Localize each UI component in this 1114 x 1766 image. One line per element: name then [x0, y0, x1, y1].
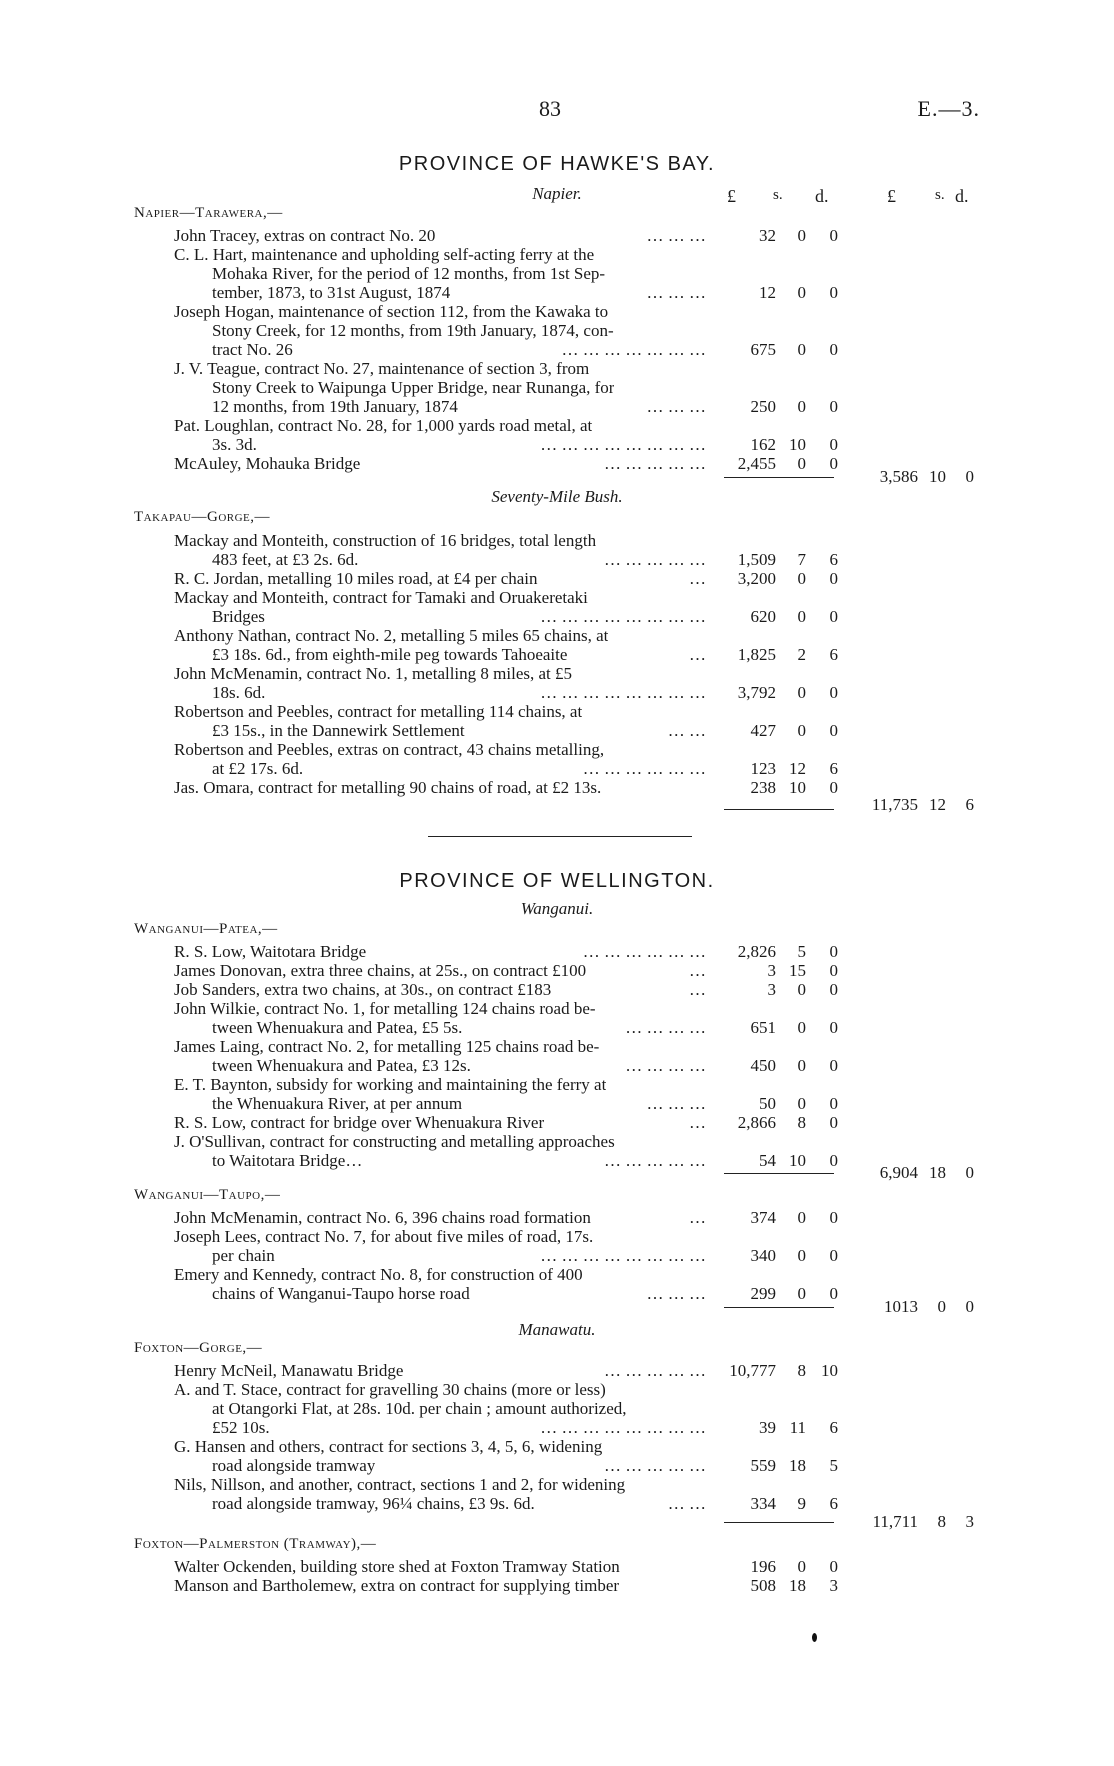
dot-leader: … … … … [625, 1018, 706, 1037]
pence-value: 0 [829, 942, 838, 961]
shillings-value: 10 [789, 778, 806, 797]
item-description: Emery and Kennedy, contract No. 8, for construction of 400 [174, 1265, 583, 1284]
table-row [0, 283, 1114, 302]
road-section-heading: Foxton—Palmerston (Tramway),— [134, 1536, 377, 1552]
shillings-value: 0 [797, 283, 806, 302]
table-row [0, 531, 1114, 550]
pence-value: 0 [829, 1113, 838, 1132]
table-row [0, 961, 1114, 980]
dot-leader: … … … … … … … … [540, 1418, 706, 1437]
item-description: Mackay and Monteith, contract for Tamaki and Oruakeretaki [174, 588, 588, 607]
shillings-value: 15 [789, 961, 806, 980]
item-description: John McMenamin, contract No. 6, 396 chains road formation [174, 1208, 591, 1227]
item-description: Anthony Nathan, contract No. 2, metalling 5 miles 65 chains, at [174, 626, 609, 645]
pounds-value: 10,777 [729, 1361, 776, 1380]
table-row [0, 1380, 1114, 1399]
pence-value: 6 [829, 1418, 838, 1437]
shillings-value: 0 [797, 1056, 806, 1075]
item-description: road alongside tramway [212, 1456, 376, 1475]
table-row [0, 759, 1114, 778]
dot-leader: … [689, 980, 706, 999]
item-description: Job Sanders, extra two chains, at 30s., on contract £183 [174, 980, 552, 999]
dot-leader: … [689, 1208, 706, 1227]
table-row [0, 1208, 1114, 1227]
shillings-value: 7 [797, 550, 806, 569]
item-description: Walter Ockenden, building store shed at Foxton Tramway Station [174, 1557, 620, 1576]
table-row [0, 1037, 1114, 1056]
pounds-value: 1,509 [737, 550, 776, 569]
item-description: tember, 1873, to 31st August, 1874 [212, 283, 451, 302]
item-description: to Waitotara Bridge… [212, 1151, 363, 1170]
item-description: per chain [212, 1246, 275, 1265]
item-description: Robertson and Peebles, extras on contract, 43 chains metalling, [174, 740, 605, 759]
pence-value: 5 [829, 1456, 838, 1475]
section-total: 11,711 8 3 [872, 1512, 974, 1531]
pence-column-heading: d. [815, 186, 829, 206]
shillings-value: 0 [797, 1557, 806, 1576]
shillings-value: 18 [789, 1576, 806, 1595]
subtotal-rule [724, 1307, 834, 1308]
table-row [0, 645, 1114, 664]
dot-leader: … … … … … … … … [540, 683, 706, 702]
pence-value: 6 [829, 759, 838, 778]
pence-value: 0 [829, 283, 838, 302]
section-total: 11,735 12 6 [871, 795, 974, 814]
pounds-value: 50 [759, 1094, 776, 1113]
table-row [0, 245, 1114, 264]
item-description: J. O'Sullivan, contract for constructing and metalling approaches [174, 1132, 615, 1151]
dot-leader: … … … [646, 1094, 706, 1113]
total-shillings-column-heading: s. [935, 187, 945, 203]
section-total: 3,586 10 0 [879, 467, 974, 486]
item-description: E. T. Baynton, subsidy for working and maintaining the ferry at [174, 1075, 607, 1094]
total-pence-column-heading: d. [955, 186, 969, 206]
dot-leader: … … [667, 721, 706, 740]
table-row [0, 702, 1114, 721]
dot-leader: … … … … … … [582, 942, 706, 961]
dot-leader: … [689, 645, 706, 664]
pounds-value: 32 [759, 226, 776, 245]
road-section-heading: Wanganui—Taupo,— [134, 1187, 281, 1203]
shillings-value: 0 [797, 569, 806, 588]
pounds-value: 620 [750, 607, 776, 626]
pounds-value: 299 [750, 1284, 776, 1303]
road-section-heading: Foxton—Gorge,— [134, 1340, 263, 1356]
district-subtitle: Seventy-Mile Bush. [491, 487, 623, 506]
item-description: Henry McNeil, Manawatu Bridge [174, 1361, 404, 1380]
shillings-value: 10 [789, 1151, 806, 1170]
item-description: J. V. Teague, contract No. 27, maintenance of section 3, from [174, 359, 590, 378]
dot-leader: … [689, 569, 706, 588]
pounds-value: 427 [750, 721, 776, 740]
pence-value: 0 [829, 1246, 838, 1265]
table-row [0, 626, 1114, 645]
pounds-value: 675 [750, 340, 776, 359]
item-description: R. S. Low, contract for bridge over Whenuakura River [174, 1113, 545, 1132]
item-description: £3 18s. 6d., from eighth-mile peg towards Tahoeaite [212, 645, 568, 664]
pounds-value: 2,455 [737, 454, 776, 473]
item-description: McAuley, Mohauka Bridge [174, 454, 361, 473]
item-description: R. S. Low, Waitotara Bridge [174, 942, 367, 961]
dot-leader: … [689, 1113, 706, 1132]
item-description: Nils, Nillson, and another, contract, sections 1 and 2, for widening [174, 1475, 626, 1494]
section-divider [428, 836, 692, 837]
table-row [0, 1113, 1114, 1132]
item-description: Manson and Bartholemew, extra on contract for supplying timber [174, 1576, 620, 1595]
pence-value: 0 [829, 454, 838, 473]
item-description: £52 10s. [212, 1418, 270, 1437]
road-section-heading: Wanganui—Patea,— [134, 921, 278, 937]
table-row [0, 1437, 1114, 1456]
subtotal-rule [724, 477, 834, 478]
shillings-value: 0 [797, 1208, 806, 1227]
table-row [0, 588, 1114, 607]
pounds-value: 39 [759, 1418, 776, 1437]
table-row [0, 416, 1114, 435]
item-description: John Tracey, extras on contract No. 20 [174, 226, 436, 245]
shillings-value: 10 [789, 435, 806, 454]
item-description: Stony Creek to Waipunga Upper Bridge, near Runanga, for [212, 378, 615, 397]
item-description: Mohaka River, for the period of 12 months, from 1st Sep- [212, 264, 606, 283]
shillings-value: 0 [797, 397, 806, 416]
table-row [0, 1557, 1114, 1576]
pence-value: 0 [829, 1094, 838, 1113]
table-row [0, 435, 1114, 454]
shillings-value: 8 [797, 1113, 806, 1132]
dot-leader: … … … … … [604, 1361, 706, 1380]
pence-value: 0 [829, 226, 838, 245]
table-row [0, 1018, 1114, 1037]
item-description: tract No. 26 [212, 340, 293, 359]
shillings-value: 0 [797, 340, 806, 359]
table-row [0, 607, 1114, 626]
road-section-heading: Takapau—Gorge,— [134, 509, 271, 525]
item-description: 12 months, from 19th January, 1874 [212, 397, 458, 416]
document-reference: E.—3. [917, 96, 980, 121]
table-row [0, 1456, 1114, 1475]
table-row [0, 683, 1114, 702]
shillings-value: 0 [797, 607, 806, 626]
section-total: 6,904 18 0 [879, 1163, 974, 1182]
table-row [0, 721, 1114, 740]
pounds-value: 250 [750, 397, 776, 416]
item-description: tween Whenuakura and Patea, £5 5s. [212, 1018, 463, 1037]
shillings-column-heading: s. [773, 187, 783, 203]
table-row [0, 340, 1114, 359]
item-description: Stony Creek, for 12 months, from 19th January, 1874, con- [212, 321, 614, 340]
pounds-value: 651 [750, 1018, 776, 1037]
pence-value: 6 [829, 550, 838, 569]
pence-value: 0 [829, 683, 838, 702]
item-description: John McMenamin, contract No. 1, metalling 8 miles, at £5 [174, 664, 573, 683]
pence-value: 0 [829, 1284, 838, 1303]
item-description: £3 15s., in the Dannewirk Settlement [212, 721, 465, 740]
item-description: G. Hansen and others, contract for sections 3, 4, 5, 6, widening [174, 1437, 603, 1456]
shillings-value: 0 [797, 1246, 806, 1265]
shillings-value: 0 [797, 454, 806, 473]
pounds-value: 508 [750, 1576, 776, 1595]
item-description: Joseph Lees, contract No. 7, for about five miles of road, 17s. [174, 1227, 594, 1246]
table-row [0, 942, 1114, 961]
pounds-value: 3,792 [737, 683, 776, 702]
shillings-value: 5 [797, 942, 806, 961]
pence-value: 6 [829, 645, 838, 664]
pence-value: 0 [829, 607, 838, 626]
dot-leader: … … … [646, 1284, 706, 1303]
pounds-column-heading: £ [727, 186, 736, 206]
dot-leader: … … … … … … … [561, 340, 706, 359]
item-description: James Donovan, extra three chains, at 25s., on contract £100 [174, 961, 587, 980]
pounds-value: 54 [759, 1151, 776, 1170]
item-description: Mackay and Monteith, construction of 16 bridges, total length [174, 531, 597, 550]
shillings-value: 0 [797, 226, 806, 245]
province-title: PROVINCE OF WELLINGTON. [399, 870, 715, 892]
item-description: chains of Wanganui-Taupo horse road [212, 1284, 470, 1303]
table-row [0, 1418, 1114, 1437]
shillings-value: 2 [797, 645, 806, 664]
shillings-value: 8 [797, 1361, 806, 1380]
dot-leader: … … … … … … … … [540, 607, 706, 626]
pence-value: 0 [829, 435, 838, 454]
subtotal-rule [724, 809, 834, 810]
pounds-value: 196 [750, 1557, 776, 1576]
table-row [0, 1576, 1114, 1595]
shillings-value: 0 [797, 1284, 806, 1303]
shillings-value: 0 [797, 1018, 806, 1037]
table-row [0, 264, 1114, 283]
table-row [0, 1265, 1114, 1284]
dot-leader: … … … [646, 397, 706, 416]
table-row [0, 664, 1114, 683]
table-row [0, 302, 1114, 321]
shillings-value: 0 [797, 980, 806, 999]
item-description: at £2 17s. 6d. [212, 759, 304, 778]
item-description: at Otangorki Flat, at 28s. 10d. per chain ; amount authorized, [212, 1399, 627, 1418]
pounds-value: 340 [750, 1246, 776, 1265]
pounds-value: 374 [750, 1208, 776, 1227]
section-total: 1013 0 0 [884, 1297, 974, 1316]
table-row [0, 1132, 1114, 1151]
item-description: John Wilkie, contract No. 1, for metalling 124 chains road be- [174, 999, 596, 1018]
dot-leader: … … … … [625, 1056, 706, 1075]
pounds-value: 12 [759, 283, 776, 302]
pence-value: 0 [829, 778, 838, 797]
pence-value: 0 [829, 340, 838, 359]
pounds-value: 123 [750, 759, 776, 778]
shillings-value: 12 [789, 759, 806, 778]
pence-value: 0 [829, 397, 838, 416]
dot-leader: … … … … … … [582, 759, 706, 778]
district-subtitle: Manawatu. [518, 1320, 596, 1339]
item-description: road alongside tramway, 96¼ chains, £3 9s. 6d. [212, 1494, 535, 1513]
item-description: Joseph Hogan, maintenance of section 112, from the Kawaka to [174, 302, 609, 321]
subtotal-rule [724, 1522, 834, 1523]
table-row [0, 1075, 1114, 1094]
table-row [0, 550, 1114, 569]
district-subtitle: Napier. [532, 184, 582, 203]
pence-value: 0 [829, 980, 838, 999]
table-row [0, 980, 1114, 999]
dot-leader: … … … … … [604, 550, 706, 569]
item-description: James Laing, contract No. 2, for metalling 125 chains road be- [174, 1037, 600, 1056]
dot-leader: … [689, 961, 706, 980]
pounds-value: 559 [750, 1456, 776, 1475]
shillings-value: 9 [797, 1494, 806, 1513]
table-row [0, 1227, 1114, 1246]
dot-leader: … … [667, 1494, 706, 1513]
pence-value: 0 [829, 721, 838, 740]
pence-value: 10 [821, 1361, 838, 1380]
dot-leader: … … … … … … … … [540, 1246, 706, 1265]
item-description: R. C. Jordan, metalling 10 miles road, at £4 per chain [174, 569, 538, 588]
ink-blot [812, 1633, 817, 1642]
total-pounds-column-heading: £ [887, 186, 896, 206]
pence-value: 3 [829, 1576, 838, 1595]
subtotal-rule [724, 1173, 834, 1174]
table-row [0, 1494, 1114, 1513]
table-row [0, 378, 1114, 397]
table-row [0, 1246, 1114, 1265]
pounds-value: 3 [767, 961, 776, 980]
dot-leader: … … … … … [604, 454, 706, 473]
pounds-value: 2,866 [737, 1113, 776, 1132]
table-row [0, 1056, 1114, 1075]
dot-leader: … … … … … [604, 1456, 706, 1475]
pence-value: 0 [829, 1557, 838, 1576]
item-description: A. and T. Stace, contract for gravelling 30 chains (more or less) [174, 1380, 606, 1399]
pence-value: 0 [829, 1056, 838, 1075]
item-description: 18s. 6d. [212, 683, 266, 702]
table-row [0, 321, 1114, 340]
item-description: the Whenuakura River, at per annum [212, 1094, 463, 1113]
pounds-value: 1,825 [737, 645, 776, 664]
shillings-value: 0 [797, 683, 806, 702]
table-row [0, 397, 1114, 416]
item-description: C. L. Hart, maintenance and upholding self-acting ferry at the [174, 245, 595, 264]
table-row [0, 1361, 1114, 1380]
dot-leader: … … … [646, 226, 706, 245]
pounds-value: 162 [750, 435, 776, 454]
table-row [0, 359, 1114, 378]
dot-leader: … … … … … [604, 1151, 706, 1170]
item-description: 3s. 3d. [212, 435, 257, 454]
shillings-value: 0 [797, 721, 806, 740]
item-description: Bridges [212, 607, 265, 626]
pounds-value: 3 [767, 980, 776, 999]
table-row [0, 1475, 1114, 1494]
pence-value: 0 [829, 961, 838, 980]
shillings-value: 11 [789, 1418, 806, 1437]
table-row [0, 226, 1114, 245]
province-title: PROVINCE OF HAWKE'S BAY. [398, 153, 716, 175]
pounds-value: 2,826 [737, 942, 776, 961]
district-subtitle: Wanganui. [520, 899, 594, 918]
item-description: Pat. Loughlan, contract No. 28, for 1,000 yards road metal, at [174, 416, 593, 435]
pence-value: 0 [829, 1151, 838, 1170]
road-section-heading: Napier—Tarawera,— [134, 205, 283, 221]
shillings-value: 0 [797, 1094, 806, 1113]
item-description: Robertson and Peebles, contract for metalling 114 chains, at [174, 702, 583, 721]
table-row [0, 569, 1114, 588]
pounds-value: 3,200 [737, 569, 776, 588]
table-row [0, 1094, 1114, 1113]
pence-value: 0 [829, 1208, 838, 1227]
pounds-value: 334 [750, 1494, 776, 1513]
page-number: 83 [539, 96, 561, 121]
item-description: tween Whenuakura and Patea, £3 12s. [212, 1056, 471, 1075]
pence-value: 0 [829, 1018, 838, 1037]
table-row [0, 999, 1114, 1018]
pounds-value: 450 [750, 1056, 776, 1075]
item-description: 483 feet, at £3 2s. 6d. [212, 550, 359, 569]
item-description: Jas. Omara, contract for metalling 90 chains of road, at £2 13s. [174, 778, 602, 797]
table-row [0, 740, 1114, 759]
dot-leader: … … … [646, 283, 706, 302]
dot-leader: … … … … … … … … [540, 435, 706, 454]
pounds-value: 238 [750, 778, 776, 797]
table-row [0, 1399, 1114, 1418]
pence-value: 0 [829, 569, 838, 588]
pence-value: 6 [829, 1494, 838, 1513]
shillings-value: 18 [789, 1456, 806, 1475]
